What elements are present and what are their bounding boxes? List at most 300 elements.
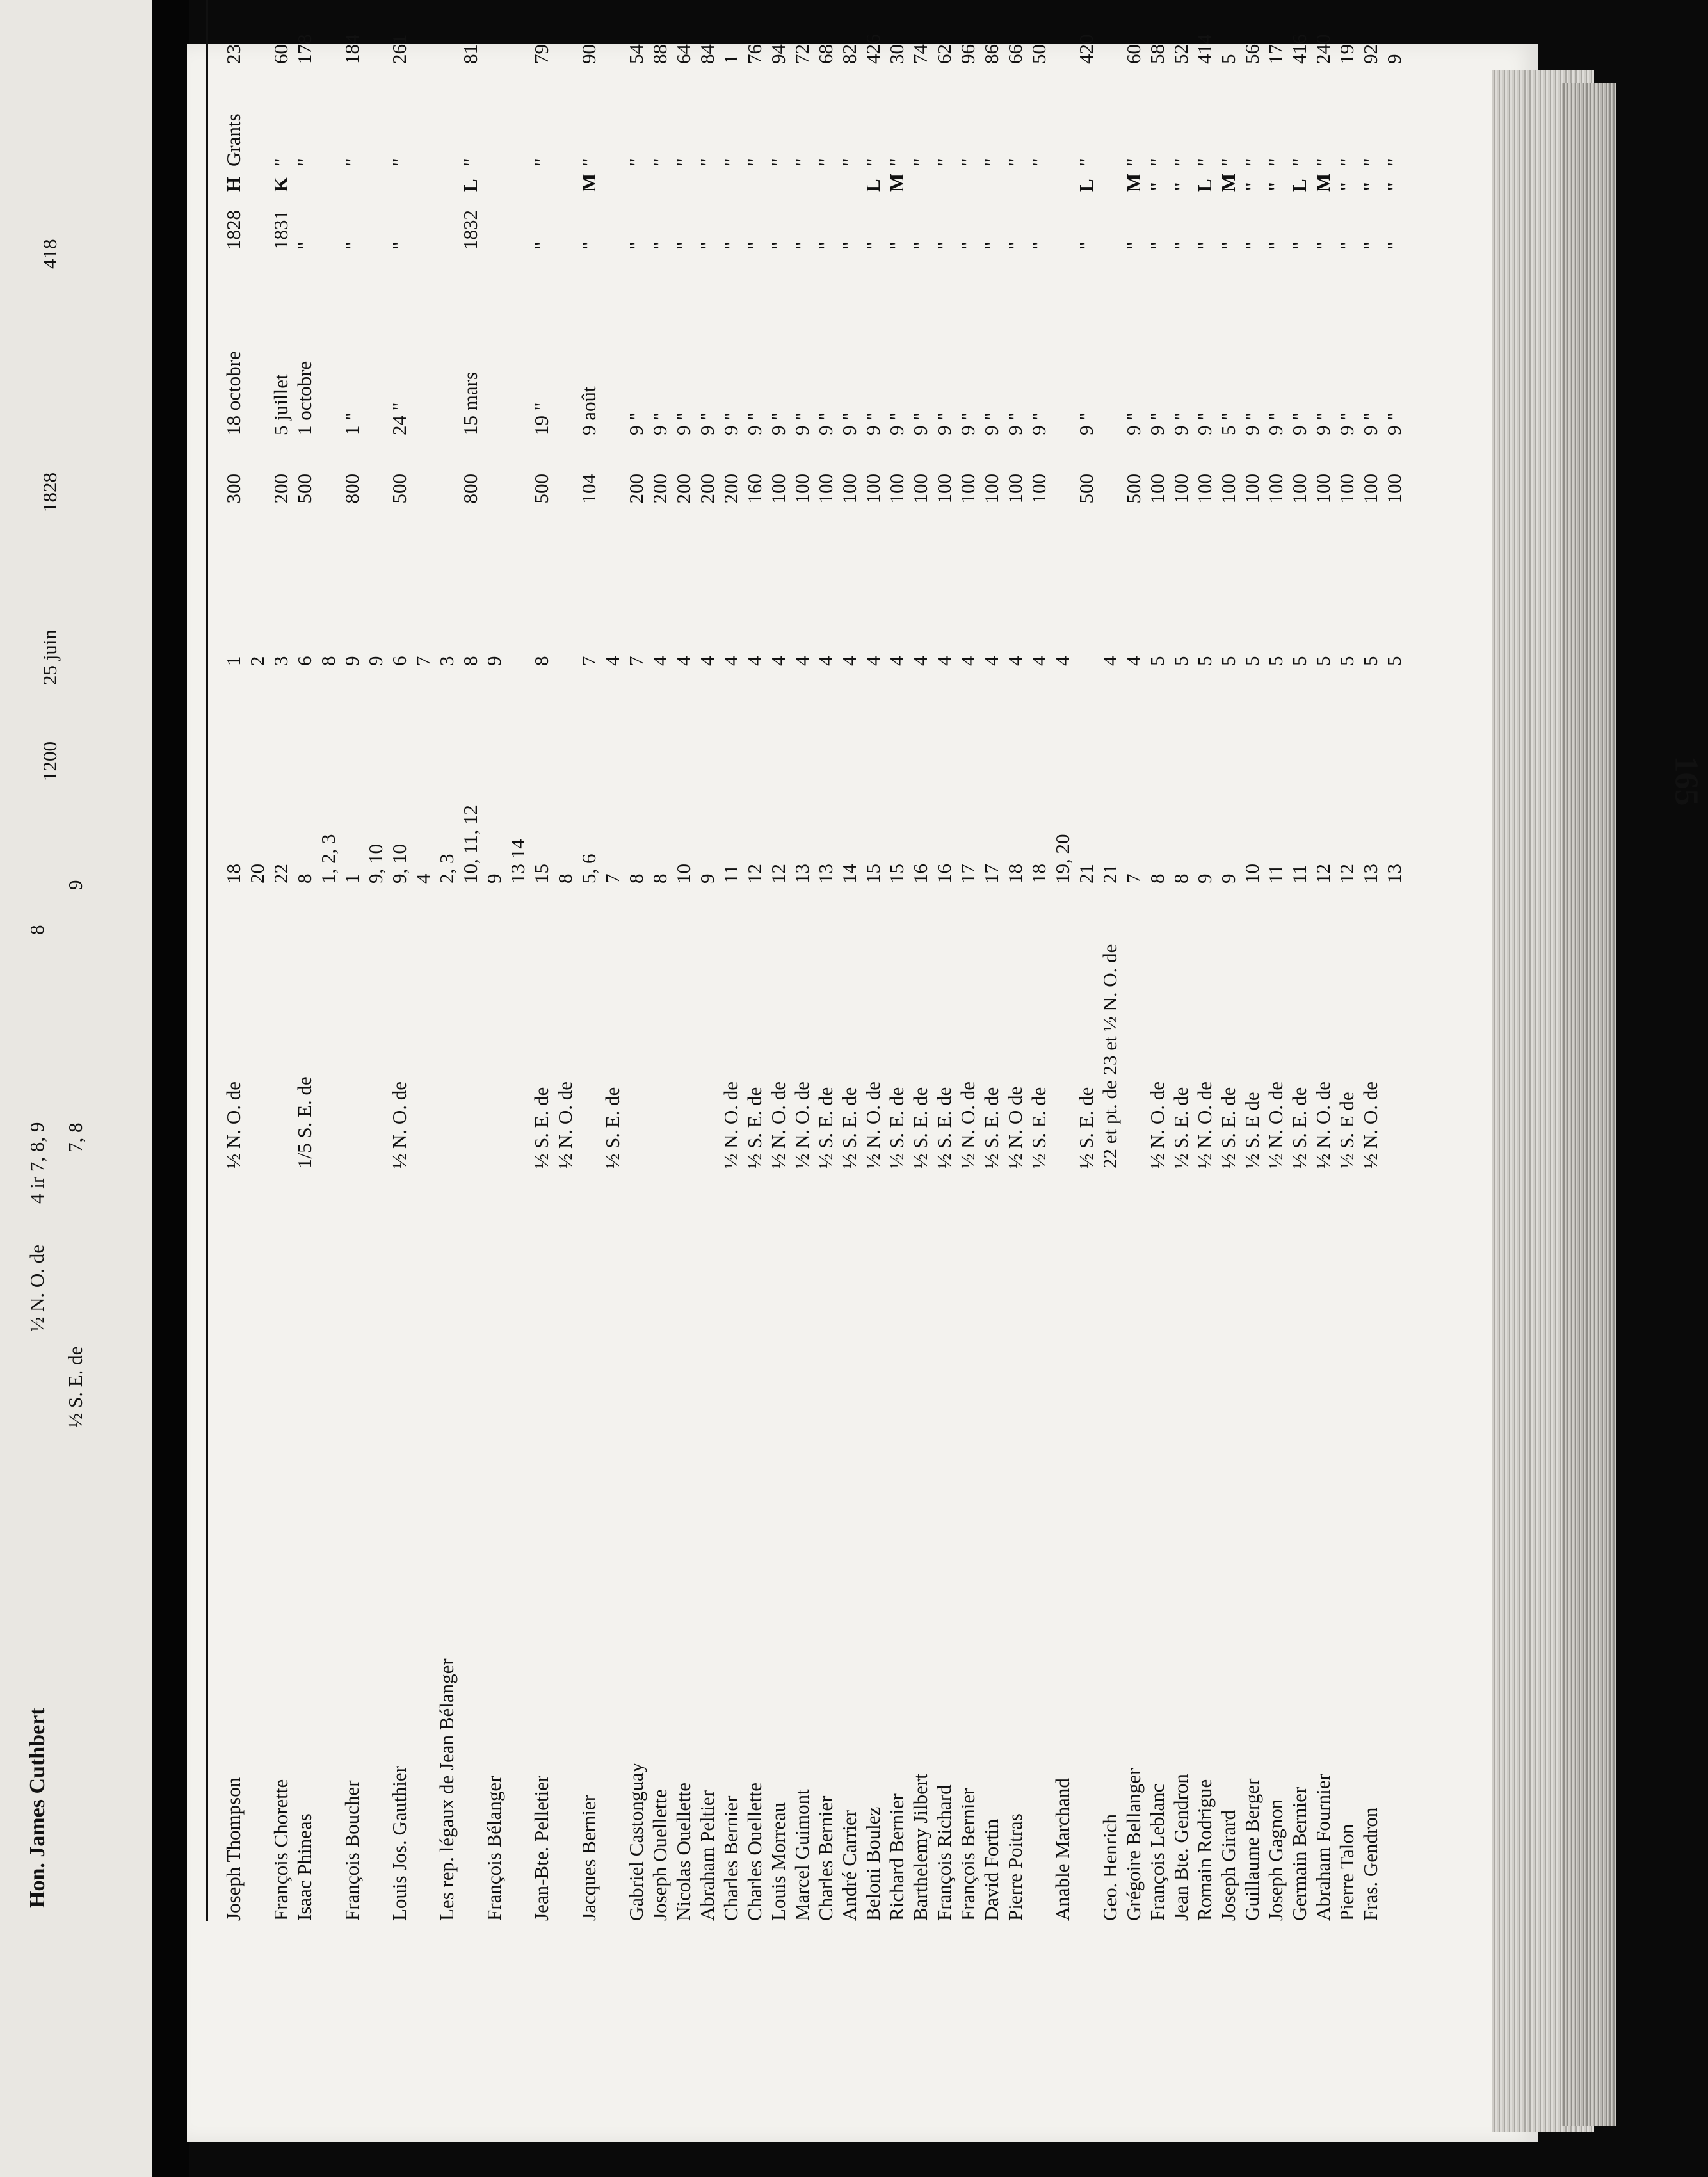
cell-rng: 4 (601, 656, 624, 666)
cell-let: " (1241, 181, 1263, 192)
cell-grt: " (767, 158, 789, 166)
cell-num: 1 (720, 54, 742, 64)
cell-num: 414 (1193, 34, 1216, 64)
cell-acres: 200 (649, 474, 671, 504)
table-row (1027, 0, 1051, 1921)
cell-acres: 100 (1288, 474, 1310, 504)
cell-day: 18 octobre (222, 351, 245, 435)
table-row (459, 0, 482, 1921)
cell-yr: " (1288, 241, 1310, 250)
cell-lot: 21 (1099, 864, 1121, 884)
cell-yr: " (1170, 241, 1192, 250)
cell-acres: 500 (388, 474, 410, 504)
table-row (601, 0, 624, 1921)
cell-rng: 5 (1312, 656, 1334, 666)
cell-let: " (1359, 181, 1382, 192)
cell-let: " (1383, 181, 1405, 192)
cell-acres: 100 (1312, 474, 1334, 504)
cell-yr: " (1075, 241, 1097, 250)
table-row (364, 0, 387, 1921)
cell-let: M (1122, 173, 1145, 192)
cell-name: Guillaume Berger (1241, 1778, 1263, 1921)
cell-lot: 9 (696, 873, 718, 884)
cell-acres: 104 (577, 474, 600, 504)
cell-lot: 1 (341, 873, 363, 884)
cell-grt: " (980, 158, 1003, 166)
cell-num: 74 (909, 44, 931, 64)
cell-rng: 3 (270, 656, 292, 666)
cell-day: 9 " (1359, 412, 1382, 435)
cell-grt: " (672, 158, 695, 166)
cell-grt: " (791, 158, 813, 166)
cell-let: " (1335, 181, 1358, 192)
cell-let: " (1264, 181, 1287, 192)
cell-name: Richard Bernier (885, 1793, 908, 1921)
table-row (577, 0, 600, 1921)
cell-acres: 100 (885, 474, 908, 504)
cell-grt: " (459, 158, 481, 166)
cell-acres: 100 (1335, 474, 1358, 504)
table-row (1383, 0, 1406, 1921)
cell-lot: 7 (1122, 873, 1145, 884)
cell-grt: " (720, 158, 742, 166)
cell-grt: " (341, 158, 363, 166)
table-row (956, 0, 979, 1921)
cell-yr: " (933, 241, 955, 250)
table-row (435, 0, 458, 1921)
cell-acres: 100 (814, 474, 837, 504)
cell-day: 19 " (530, 402, 552, 435)
cell-num: 66 (1004, 44, 1026, 64)
cell-name: François Richard (933, 1784, 955, 1921)
cell-lot: 16 (933, 864, 955, 884)
cell-num: 60 (1122, 44, 1145, 64)
table-row (649, 0, 672, 1921)
cell-num: 30 (885, 44, 908, 64)
cell-part: ½ N. O. de (1359, 1081, 1382, 1169)
table-row (293, 0, 316, 1921)
cell-name: François Bernier (956, 1788, 979, 1921)
facing-fragment: ½ S. E. de (64, 1346, 86, 1428)
cell-grt: " (743, 158, 766, 166)
cell-grt: " (1217, 158, 1239, 166)
table-row (838, 0, 861, 1921)
table-row (696, 0, 719, 1921)
cell-grt: " (270, 158, 292, 166)
cell-grt: " (933, 158, 955, 166)
cell-day: 9 " (1146, 412, 1168, 435)
cell-day: 9 " (1264, 412, 1287, 435)
cell-lot: 9, 10 (388, 844, 410, 884)
cell-grt: " (1359, 158, 1382, 166)
cell-grt: " (1170, 158, 1192, 166)
cell-num: 79 (530, 44, 552, 64)
cell-lot: 4 (412, 873, 434, 884)
cell-yr: " (862, 241, 884, 250)
cell-part: ½ S. E. de (1217, 1087, 1239, 1169)
cell-acres: 100 (1170, 474, 1192, 504)
cell-rng: 7 (577, 656, 600, 666)
cell-name: Charles Bernier (720, 1795, 742, 1921)
cell-part: ½ S. E. de (743, 1087, 766, 1169)
cell-part: ½ S. E. de (885, 1087, 908, 1169)
cell-part: ½ S. E de (1241, 1092, 1263, 1169)
cell-rng: 9 (364, 656, 387, 666)
cell-lot: 1, 2, 3 (317, 834, 339, 884)
facing-fragment: 25 juin (38, 629, 61, 685)
cell-name: Joseph Girard (1217, 1809, 1239, 1921)
cell-lot: 8 (293, 873, 316, 884)
cell-yr: " (1027, 241, 1050, 250)
cell-name: François Chorette (270, 1779, 292, 1921)
cell-yr: " (956, 241, 979, 250)
cell-day: 9 " (814, 412, 837, 435)
cell-let: M (885, 173, 908, 192)
cell-let: H (222, 176, 245, 192)
cell-day: 9 " (1288, 412, 1310, 435)
cell-lot: 8 (649, 873, 671, 884)
cell-rng: 9 (483, 656, 505, 666)
cell-rng: 2 (246, 656, 268, 666)
cell-day: 5 " (1217, 412, 1239, 435)
cell-rng: 4 (814, 656, 837, 666)
cell-acres: 100 (1241, 474, 1263, 504)
cell-num: 64 (672, 44, 695, 64)
facing-fragment: 418 (38, 239, 61, 269)
cell-day: 9 " (672, 412, 695, 435)
cell-rng: 8 (317, 656, 339, 666)
cell-lot: 13 14 (506, 839, 529, 884)
cell-grt: " (388, 158, 410, 166)
cell-lot: 18 (222, 864, 245, 884)
cell-lot: 22 (270, 864, 292, 884)
cell-rng: 4 (1004, 656, 1026, 666)
cell-acres: 100 (1027, 474, 1050, 504)
cell-lot: 18 (1027, 864, 1050, 884)
cell-lot: 10, 11, 12 (459, 805, 481, 884)
cell-lot: 9 (1193, 873, 1216, 884)
table-row (672, 0, 695, 1921)
cell-name: Charles Bernier (814, 1795, 837, 1921)
table-row (222, 0, 245, 1921)
cell-part: ½ N. O. de (554, 1081, 576, 1169)
cell-acres: 100 (767, 474, 789, 504)
cell-acres: 500 (1075, 474, 1097, 504)
cell-name: Jean Bte. Gendron (1170, 1774, 1192, 1921)
cell-lot: 12 (1335, 864, 1358, 884)
cell-num: 54 (625, 44, 647, 64)
cell-name: Abraham Fournier (1312, 1774, 1334, 1921)
cell-name: Marcel Guimont (791, 1789, 813, 1921)
table-row (743, 0, 766, 1921)
cell-yr: " (1217, 241, 1239, 250)
cell-num: 92 (1359, 44, 1382, 64)
cell-grt: " (1075, 158, 1097, 166)
cell-let: L (459, 179, 481, 192)
cell-day: 9 " (1027, 412, 1050, 435)
cell-rng: 4 (1027, 656, 1050, 666)
cell-yr: " (625, 241, 647, 250)
cell-part: ½ N. O. de (791, 1081, 813, 1169)
cell-part: ½ N. O. de (222, 1081, 245, 1169)
cell-day: 9 " (909, 412, 931, 435)
cell-rng: 8 (459, 656, 481, 666)
cell-let: " (1170, 181, 1192, 192)
cell-lot: 9 (483, 873, 505, 884)
cell-rng: 4 (862, 656, 884, 666)
cell-acres: 100 (956, 474, 979, 504)
cell-num: 240 (1312, 34, 1334, 64)
cell-grt: " (577, 158, 600, 166)
cell-num: 184 (341, 34, 363, 64)
cell-day: 9 " (1075, 412, 1097, 435)
cell-num: 90 (577, 44, 600, 64)
cell-num: 9 (1383, 54, 1405, 64)
cell-acres: 200 (720, 474, 742, 504)
cell-yr: " (1004, 241, 1026, 250)
cell-rng: 4 (720, 656, 742, 666)
cell-name: Jacques Bernier (577, 1794, 600, 1921)
cell-yr: " (530, 241, 552, 250)
cell-yr: " (1193, 241, 1216, 250)
cell-part: ½ S. E. de (1288, 1087, 1310, 1169)
cell-yr: " (720, 241, 742, 250)
cell-grt: " (625, 158, 647, 166)
cell-rng: 7 (625, 656, 647, 666)
table-row (317, 0, 340, 1921)
table-row (767, 0, 790, 1921)
cell-num: 416 (1288, 34, 1310, 64)
cell-let: " (1146, 181, 1168, 192)
table-row (246, 0, 269, 1921)
cell-lot: 2, 3 (435, 854, 458, 884)
cell-grt: " (838, 158, 860, 166)
cell-part: ½ N. O. de (1312, 1081, 1334, 1169)
cell-name: Pierre Talon (1335, 1824, 1358, 1921)
cell-name: Germain Bernier (1288, 1786, 1310, 1921)
table-row (625, 0, 648, 1921)
cell-grt: " (1146, 158, 1168, 166)
table-row (791, 0, 814, 1921)
cell-name: Romain Rodrigue (1193, 1779, 1216, 1921)
cell-grt: " (696, 158, 718, 166)
cell-lot: 7 (601, 873, 624, 884)
cell-grt: " (1004, 158, 1026, 166)
cell-yr: " (1122, 241, 1145, 250)
cell-acres: 500 (293, 474, 316, 504)
table-row (909, 0, 932, 1921)
cell-name: Beloni Boulez (862, 1806, 884, 1921)
cell-yr: " (838, 241, 860, 250)
facing-page-text (0, 0, 160, 2177)
cell-lot: 12 (743, 864, 766, 884)
cell-day: 9 " (956, 412, 979, 435)
cell-num: 68 (814, 44, 837, 64)
cell-rng: 4 (767, 656, 789, 666)
cell-name: Geo. Henrich (1099, 1814, 1121, 1921)
cell-acres: 100 (862, 474, 884, 504)
cell-yr: " (577, 241, 600, 250)
cell-yr: " (885, 241, 908, 250)
cell-let: M (577, 173, 600, 192)
cell-grt: " (1288, 158, 1310, 166)
cell-num: 84 (696, 44, 718, 64)
cell-lot: 12 (1312, 864, 1334, 884)
cell-rng: 5 (1288, 656, 1310, 666)
cell-num: 178 (293, 34, 316, 64)
cell-name: Pierre Poitras (1004, 1813, 1026, 1921)
table-row (1217, 0, 1240, 1921)
cell-yr: " (743, 241, 766, 250)
cell-rng: 4 (838, 656, 860, 666)
cell-rng: 5 (1217, 656, 1239, 666)
table-row (1170, 0, 1193, 1921)
cell-rng: 4 (672, 656, 695, 666)
cell-num: 420 (1075, 34, 1097, 64)
cell-acres: 200 (270, 474, 292, 504)
cell-day: 5 juillet (270, 374, 292, 435)
cell-yr: 1832 (459, 210, 481, 250)
cell-name: Nicolas Ouellette (672, 1782, 695, 1921)
table-row (1193, 0, 1216, 1921)
land-grant-table (187, 0, 1538, 1921)
table-row (1359, 0, 1382, 1921)
cell-part: 1/5 S. E. de (293, 1076, 316, 1169)
table-row (554, 0, 577, 1921)
cell-num: 62 (933, 44, 955, 64)
cell-rng: 4 (1051, 656, 1074, 666)
table-row (885, 0, 908, 1921)
cell-day: 9 " (696, 412, 718, 435)
cell-num: 76 (743, 44, 766, 64)
cell-num: 58 (1146, 44, 1168, 64)
cell-lot: 10 (1241, 864, 1263, 884)
cell-yr: " (672, 241, 695, 250)
cell-acres: 200 (696, 474, 718, 504)
table-row (1288, 0, 1311, 1921)
cell-grt: " (862, 158, 884, 166)
table-row (814, 0, 837, 1921)
table-row (1075, 0, 1098, 1921)
cell-rng: 9 (341, 656, 363, 666)
cell-lot: 8 (625, 873, 647, 884)
cell-lot: 20 (246, 864, 268, 884)
cell-yr: " (767, 241, 789, 250)
cell-day: 9 " (1383, 412, 1405, 435)
cell-yr: " (1146, 241, 1168, 250)
cell-name: André Carrier (838, 1810, 860, 1921)
facing-page-name: Hon. James Cuthbert (26, 1708, 49, 1908)
cell-yr: 1831 (270, 210, 292, 250)
cell-grt: " (1122, 158, 1145, 166)
cell-num: 88 (649, 44, 671, 64)
cell-acres: 100 (1359, 474, 1382, 504)
cell-day: 9 août (577, 386, 600, 435)
cell-grt: " (1335, 158, 1358, 166)
cell-lot: 13 (814, 864, 837, 884)
table-row (506, 0, 529, 1921)
cell-grt: " (649, 158, 671, 166)
cell-lot: 10 (672, 864, 695, 884)
cell-grt: " (293, 158, 316, 166)
cell-day: 9 " (1004, 412, 1026, 435)
cell-lot: 9, 10 (364, 844, 387, 884)
cell-part: ½ S. E. de (814, 1087, 837, 1169)
cell-yr: " (791, 241, 813, 250)
facing-fragment: 7, 8 (64, 1122, 86, 1153)
cell-day: 9 " (980, 412, 1003, 435)
cell-num: 261 (388, 34, 410, 64)
cell-day: 9 " (1241, 412, 1263, 435)
cell-yr: " (909, 241, 931, 250)
cell-lot: 18 (1004, 864, 1026, 884)
cell-part: ½ S. E. de (601, 1087, 624, 1169)
cell-num: 56 (1241, 44, 1263, 64)
table-row (412, 0, 435, 1921)
cell-acres: 100 (909, 474, 931, 504)
facing-fragment: 9 (64, 880, 86, 890)
cell-day: 1 " (341, 412, 363, 435)
table-row (1099, 0, 1122, 1921)
cell-yr: " (1383, 241, 1405, 250)
cell-rng: 1 (222, 656, 245, 666)
cell-rng: 4 (909, 656, 931, 666)
cell-part: ½ N. O. de (862, 1081, 884, 1169)
cell-lot: 17 (956, 864, 979, 884)
cell-grt: Grants (222, 113, 245, 166)
cell-name: Louis Jos. Gauthier (388, 1766, 410, 1921)
cell-day: 9 " (743, 412, 766, 435)
cell-num: 50 (1027, 44, 1050, 64)
cell-grt: " (1241, 158, 1263, 166)
cell-grt: " (814, 158, 837, 166)
facing-fragment: 4 ir 7, 8, 9 (26, 1122, 48, 1204)
cell-rng: 5 (1193, 656, 1216, 666)
cell-rng: 5 (1359, 656, 1382, 666)
cell-lot: 15 (530, 864, 552, 884)
cell-lot: 21 (1075, 864, 1097, 884)
cell-day: 24 " (388, 402, 410, 435)
cell-acres: 100 (980, 474, 1003, 504)
cell-day: 9 " (1312, 412, 1334, 435)
cell-yr: " (1241, 241, 1263, 250)
cell-rng: 5 (1146, 656, 1168, 666)
cell-acres: 100 (1264, 474, 1287, 504)
cell-acres: 200 (625, 474, 647, 504)
cell-name: François Bélanger (483, 1776, 505, 1921)
cell-num: 86 (980, 44, 1003, 64)
cell-rng: 5 (1241, 656, 1263, 666)
cell-lot: 19, 20 (1051, 834, 1074, 884)
cell-day: 9 " (720, 412, 742, 435)
cell-lot: 15 (862, 864, 884, 884)
facing-fragment: 8 (26, 925, 48, 935)
cell-num: 96 (956, 44, 979, 64)
cell-name: Charles Ouellette (743, 1782, 766, 1921)
cell-acres: 200 (672, 474, 695, 504)
page-edges-outer (1562, 83, 1616, 2126)
cell-name: Abraham Peltier (696, 1790, 718, 1921)
cell-yr: " (1335, 241, 1358, 250)
table-row (980, 0, 1003, 1921)
cell-acres: 100 (1193, 474, 1216, 504)
cell-lot: 12 (767, 864, 789, 884)
cell-acres: 160 (743, 474, 766, 504)
cell-rng: 5 (1335, 656, 1358, 666)
cell-day: 9 " (1193, 412, 1216, 435)
cell-name: Anable Marchand (1051, 1778, 1074, 1921)
cell-acres: 500 (530, 474, 552, 504)
